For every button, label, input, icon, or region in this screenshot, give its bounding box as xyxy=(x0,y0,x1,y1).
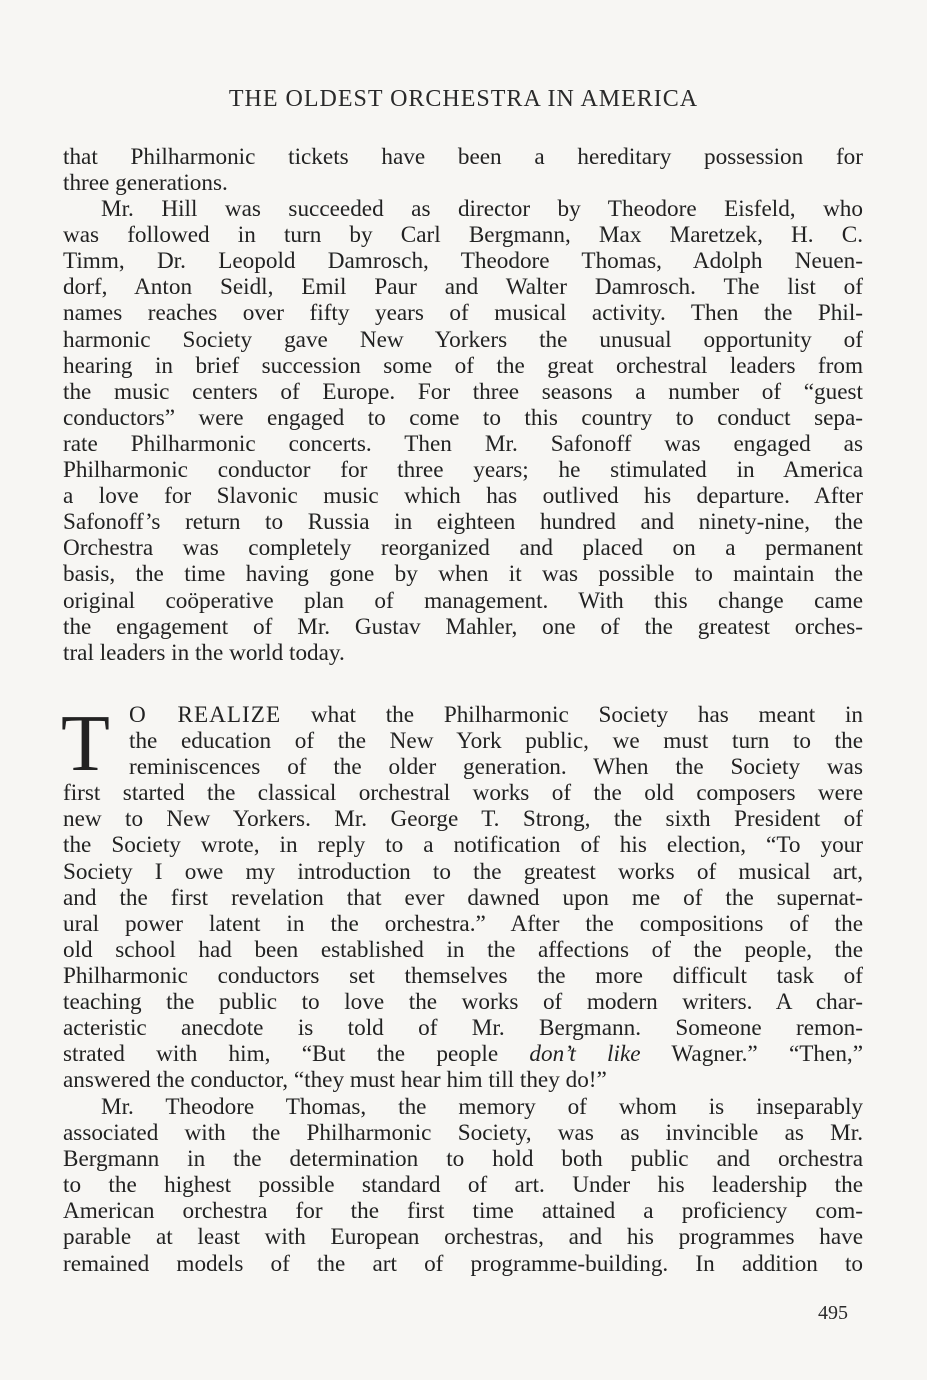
text-line: Safonoff’s return to Russia in eighteen hundred and ninety-nine, the xyxy=(63,509,863,536)
text-line: answered the conductor, “they must hear him till they do!” xyxy=(63,1067,607,1094)
text-line: tral leaders in the world today. xyxy=(63,639,345,666)
text-line: Philharmonic conductor for three years; he stimulated in America xyxy=(63,457,863,484)
text-line: Society I owe my introduction to the greatest works of musical art, xyxy=(63,858,863,885)
text-line xyxy=(63,1041,863,1067)
text-line: first started the classical orchestral works of the old composers were xyxy=(63,780,863,807)
text-line: associated with the Philharmonic Society, was as invincible as Mr. xyxy=(63,1120,863,1147)
text-line: parable at least with European orchestras, and his programmes have xyxy=(63,1224,863,1251)
text-line: Timm, Dr. Leopold Damrosch, Theodore Thomas, Adolph Neuen- xyxy=(63,248,863,275)
paragraph-continued xyxy=(63,144,863,170)
text-line: to the highest possible standard of art. Under his leadership the xyxy=(63,1172,863,1199)
text-line: and the first revelation that ever dawned upon me of the supernat- xyxy=(63,884,863,911)
text-line: Mr. Theodore Thomas, the memory of whom is inseparably xyxy=(101,1094,863,1120)
text-line: ural power latent in the orchestra.” After the compositions of the xyxy=(63,910,863,937)
text-line: remained models of the art of programme-building. In addition to xyxy=(63,1250,863,1277)
text-line: Orchestra was completely reorganized and placed on a permanent xyxy=(63,535,863,562)
text-line: reminiscences of the older generation. When the Society was xyxy=(129,754,863,781)
text-line: new to New Yorkers. Mr. George T. Strong, the sixth President of xyxy=(63,806,863,833)
text-line: rate Philharmonic concerts. Then Mr. Safonoff was engaged as xyxy=(63,430,863,457)
text-line: teaching the public to love the works of modern writers. A char- xyxy=(63,989,863,1016)
page-number: 495 xyxy=(818,1302,848,1324)
text-span: Wagner.” “Then,” xyxy=(640,1041,863,1068)
running-head: THE OLDEST ORCHESTRA IN AMERICA xyxy=(228,86,699,112)
drop-cap: T xyxy=(61,700,110,788)
text-line: acteristic anecdote is told of Mr. Bergmann. Someone remon- xyxy=(63,1015,863,1042)
text-line: that Philharmonic tickets have been a hereditary possession for xyxy=(63,144,863,170)
paragraph-theodore-thomas xyxy=(63,1094,863,1277)
text-line: Bergmann in the determination to hold both public and orchestra xyxy=(63,1146,863,1173)
text-line: basis, the time having gone by when it was possible to maintain the xyxy=(63,561,863,588)
text-line: the music centers of Europe. For three seasons a number of “guest xyxy=(63,378,863,405)
text-line: American orchestra for the first time attained a proficiency com- xyxy=(63,1198,863,1225)
text-line: hearing in brief succession some of the great orchestral leaders from xyxy=(63,352,863,379)
text-line: harmonic Society gave New Yorkers the unusual opportunity of xyxy=(63,326,863,353)
text-line: the education of the New York public, we must turn to the xyxy=(129,728,863,755)
text-span: strated with him, “But the people xyxy=(63,1041,530,1068)
paragraph-to-realize xyxy=(63,702,863,1093)
text-line: old school had been established in the affections of the people, the xyxy=(63,936,863,963)
text-line: a love for Slavonic music which has outlived his departure. After xyxy=(63,483,863,510)
text-line: three generations. xyxy=(63,170,228,196)
text-span: what the Philharmonic Society has meant in xyxy=(281,702,863,728)
text-line: conductors” were engaged to come to this country to conduct sepa- xyxy=(63,404,863,431)
small-caps-lead: O REALIZE xyxy=(129,702,282,728)
text-line xyxy=(63,702,863,728)
text-line: Philharmonic conductors set themselves the more difficult task of xyxy=(63,962,863,989)
text-line: was followed in turn by Carl Bergmann, Max Maretzek, H. C. xyxy=(63,222,863,249)
text-line: Mr. Hill was succeeded as director by Theodore Eisfeld, who xyxy=(101,196,863,223)
text-line: dorf, Anton Seidl, Emil Paur and Walter Damrosch. The list of xyxy=(63,274,863,301)
text-line: names reaches over fifty years of musical activity. Then the Phil- xyxy=(63,300,863,327)
text-line: the Society wrote, in reply to a notification of his election, “To your xyxy=(63,832,863,859)
text-line: original coöperative plan of management. With this change came xyxy=(63,587,863,614)
text-line: the engagement of Mr. Gustav Mahler, one of the greatest orches- xyxy=(63,613,863,640)
paragraph-hill-succession xyxy=(63,170,863,666)
italic-phrase: don’t like xyxy=(529,1041,641,1068)
